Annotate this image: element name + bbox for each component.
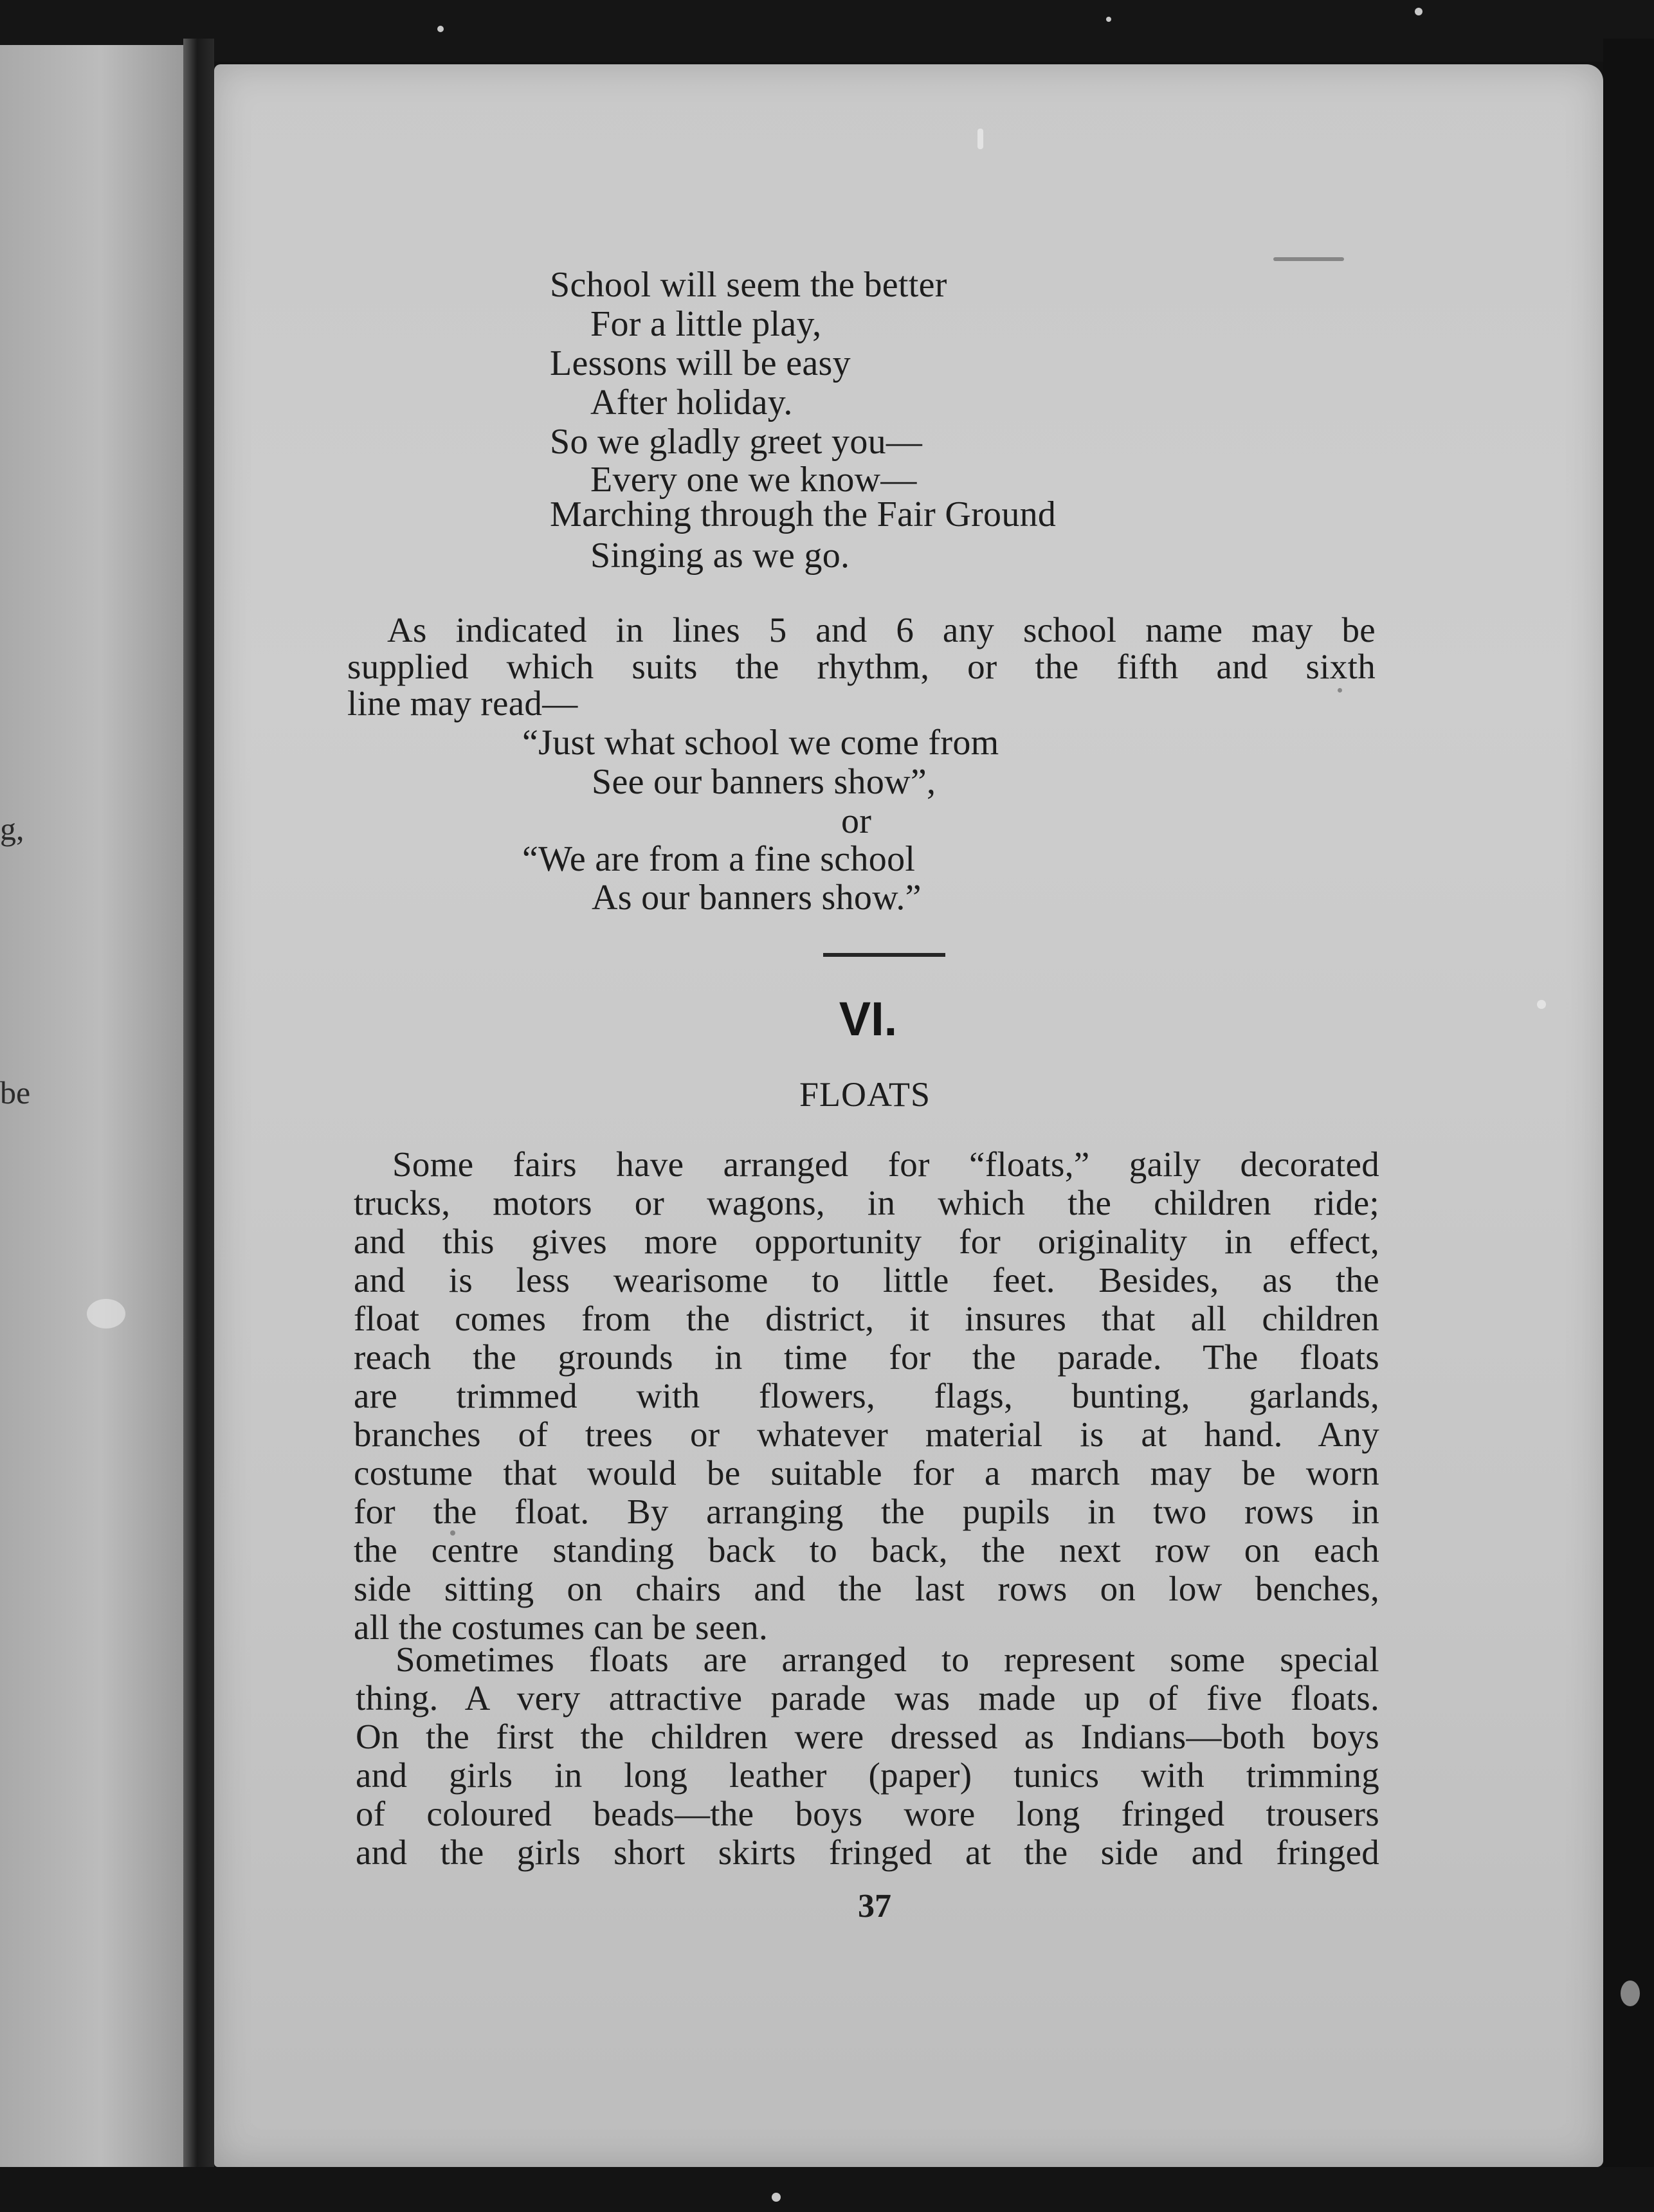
film-speck: [772, 2193, 781, 2202]
previous-page-edge: [0, 45, 183, 2167]
paragraph-line: side sitting on chairs and the last rows on low benches,: [354, 1569, 1379, 1608]
paragraph-line: line may read—: [347, 684, 578, 723]
film-speck: [1621, 1981, 1640, 2006]
paragraph-line: and the girls short skirts fringed at the side and fringed: [356, 1833, 1379, 1872]
poem-line: For a little play,: [590, 304, 822, 344]
paragraph-line: trucks, motors or wagons, in which the children ride;: [354, 1183, 1379, 1222]
paragraph-line: Some fairs have arranged for “floats,” gaily decorated: [392, 1145, 1379, 1184]
section-divider: [823, 953, 945, 957]
paragraph-line: branches of trees or whatever material is at hand. Any: [354, 1415, 1379, 1454]
paragraph-line: float comes from the district, it insures that all children: [354, 1299, 1379, 1338]
paragraph-line: all the costumes can be seen.: [354, 1608, 768, 1647]
film-speck: [87, 1299, 125, 1328]
film-speck: [437, 26, 444, 32]
film-speck: [1415, 8, 1422, 15]
paragraph-line: As indicated in lines 5 and 6 any school name may be: [387, 610, 1376, 649]
alternative-line: As our banners show.”: [592, 878, 922, 918]
paragraph-line: the centre standing back to back, the next row on each: [354, 1530, 1379, 1570]
poem-line: Marching through the Fair Ground: [550, 494, 1057, 534]
page-mark: [1338, 688, 1342, 693]
film-border-bottom: [0, 2167, 1654, 2212]
paragraph-line: of coloured beads—the boys wore long fringed trousers: [356, 1794, 1379, 1833]
paragraph-line: supplied which suits the rhythm, or the fifth and sixth: [347, 647, 1376, 686]
left-page-fragment: g,: [0, 811, 24, 847]
film-speck: [1537, 1000, 1546, 1009]
paragraph-line: reach the grounds in time for the parade. The floats: [354, 1337, 1379, 1377]
alternative-line: or: [841, 801, 872, 841]
paragraph-line: costume that would be suitable for a march may be worn: [354, 1453, 1379, 1492]
poem-line: Every one we know—: [590, 460, 917, 500]
paragraph-line: are trimmed with flowers, flags, bunting, garlands,: [354, 1376, 1379, 1415]
section-heading: FLOATS: [799, 1075, 931, 1114]
page-number: 37: [858, 1888, 891, 1925]
paragraph-line: Sometimes floats are arranged to represent some special: [395, 1640, 1379, 1679]
poem-line: Lessons will be easy: [550, 343, 851, 383]
poem-line: School will seem the better: [550, 265, 947, 305]
poem-line: So we gladly greet you—: [550, 422, 923, 462]
film-speck: [1106, 17, 1111, 22]
alternative-line: “We are from a fine school: [522, 839, 916, 879]
film-border-right: [1603, 39, 1654, 2212]
left-page-fragment: be: [0, 1074, 31, 1111]
alternative-line: See our banners show”,: [592, 762, 936, 802]
section-numeral: VI.: [839, 992, 898, 1046]
paragraph-line: and this gives more opportunity for originality in effect,: [354, 1222, 1379, 1261]
paragraph-line: and is less wearisome to little feet. Besides, as the: [354, 1260, 1379, 1300]
page-gutter: [183, 39, 214, 2173]
paragraph-line: On the first the children were dressed as Indians—both boys: [356, 1717, 1379, 1756]
poem-line: After holiday.: [590, 383, 793, 422]
page-mark: [1273, 257, 1344, 261]
alternative-line: “Just what school we come from: [522, 723, 999, 763]
film-speck: [977, 129, 983, 149]
film-border-top: [0, 0, 1654, 62]
paragraph-line: and girls in long leather (paper) tunics with trimming: [356, 1755, 1379, 1795]
paragraph-line: thing. A very attractive parade was made up of five floats.: [356, 1678, 1379, 1718]
poem-line: Singing as we go.: [590, 536, 850, 576]
paragraph-line: for the float. By arranging the pupils in two rows in: [354, 1492, 1379, 1531]
